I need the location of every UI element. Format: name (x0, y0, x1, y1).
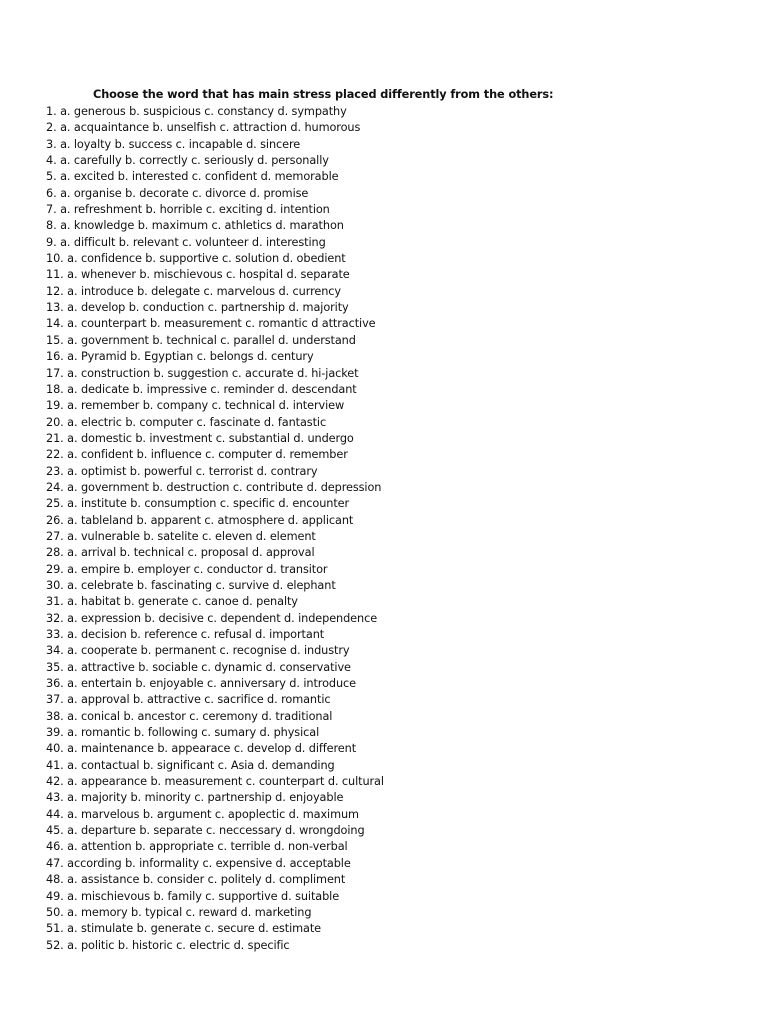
question-item: 4. a. carefully b. correctly c. seriously d. personally (46, 154, 329, 168)
question-item: 19. a. remember b. company c. technical d. interview (46, 399, 345, 413)
question-item: 31. a. habitat b. generate c. canoe d. penalty (46, 595, 298, 609)
question-item: 30. a. celebrate b. fascinating c. survive d. elephant (46, 578, 336, 592)
question-item: 29. a. empire b. employer c. conductor d. transitor (46, 562, 328, 576)
question-item: 12. a. introduce b. delegate c. marvelous d. currency (46, 284, 341, 298)
question-item: 51. a. stimulate b. generate c. secure d. estimate (46, 922, 322, 936)
question-item: 39. a. romantic b. following c. sumary d. physical (46, 726, 320, 740)
question-item: 50. a. memory b. typical c. reward d. marketing (46, 905, 312, 919)
question-item: 7. a. refreshment b. horrible c. exciting d. intention (46, 203, 330, 217)
question-item: 48. a. assistance b. consider c. politely d. compliment (46, 873, 346, 887)
question-item: 42. a. appearance b. measurement c. counterpart d. cultural (46, 775, 384, 789)
question-item: 8. a. knowledge b. maximum c. athletics d. marathon (46, 219, 344, 233)
question-item: 6. a. organise b. decorate c. divorce d. promise (46, 186, 309, 200)
question-item: 44. a. marvelous b. argument c. apoplectic d. maximum (46, 807, 359, 821)
question-item: 13. a. develop b. conduction c. partnership d. majority (46, 301, 349, 315)
question-item: 32. a. expression b. decisive c. dependent d. independence (46, 611, 378, 625)
question-item: 41. a. contactual b. significant c. Asia d. demanding (46, 758, 335, 772)
question-item: 35. a. attractive b. sociable c. dynamic d. conservative (46, 660, 351, 674)
question-item: 27. a. vulnerable b. satelite c. eleven d. element (46, 529, 316, 543)
question-item: 24. a. government b. destruction c. contribute d. depression (46, 480, 382, 494)
question-item: 25. a. institute b. consumption c. specific d. encounter (46, 497, 350, 511)
question-item: 18. a. dedicate b. impressive c. reminder d. descendant (46, 382, 357, 396)
question-item: 17. a. construction b. suggestion c. accurate d. hi-jacket (46, 366, 359, 380)
question-item: 49. a. mischievous b. family c. supportive d. suitable (46, 889, 340, 903)
question-item: 16. a. Pyramid b. Egyptian c. belongs d. century (46, 350, 314, 364)
question-item: 3. a. loyalty b. success c. incapable d. sincere (46, 137, 301, 151)
question-item: 38. a. conical b. ancestor c. ceremony d. traditional (46, 709, 333, 723)
question-item: 47. according b. informality c. expensive d. acceptable (46, 856, 351, 870)
question-item: 36. a. entertain b. enjoyable c. anniversary d. introduce (46, 677, 356, 691)
question-item: 52. a. politic b. historic c. electric d. specific (46, 938, 290, 952)
question-item: 40. a. maintenance b. appearace c. develop d. different (46, 742, 357, 756)
question-item: 28. a. arrival b. technical c. proposal d. approval (46, 546, 315, 560)
question-item: 10. a. confidence b. supportive c. solution d. obedient (46, 252, 346, 266)
question-item: 43. a. majority b. minority c. partnership d. enjoyable (46, 791, 344, 805)
question-item: 21. a. domestic b. investment c. substantial d. undergo (46, 431, 354, 445)
question-item: 5. a. excited b. interested c. confident d. memorable (46, 170, 339, 184)
question-item: 20. a. electric b. computer c. fascinate d. fantastic (46, 415, 327, 429)
question-item: 34. a. cooperate b. permanent c. recognise d. industry (46, 644, 350, 658)
question-item: 1. a. generous b. suspicious c. constancy d. sympathy (46, 105, 347, 118)
question-list (46, 104, 384, 954)
question-item: 23. a. optimist b. powerful c. terrorist d. contrary (46, 464, 318, 478)
question-item: 15. a. government b. technical c. parallel d. understand (46, 333, 356, 347)
question-item: 46. a. attention b. appropriate c. terrible d. non-verbal (46, 840, 348, 854)
instruction-heading: Choose the word that has main stress placed differently from the others: (93, 88, 554, 101)
question-item: 33. a. decision b. reference c. refusal d. important (46, 628, 325, 641)
question-item: 26. a. tableland b. apparent c. atmosphere d. applicant (46, 513, 354, 527)
question-item: 37. a. approval b. attractive c. sacrifice d. romantic (46, 693, 331, 707)
question-item: 22. a. confident b. influence c. computer d. remember (46, 448, 348, 462)
question-item: 2. a. acquaintance b. unselfish c. attraction d. humorous (46, 121, 361, 135)
question-item: 9. a. difficult b. relevant c. volunteer d. interesting (46, 235, 326, 249)
question-item: 45. a. departure b. separate c. neccessary d. wrongdoing (46, 824, 365, 838)
question-item: 11. a. whenever b. mischievous c. hospital d. separate (46, 268, 350, 282)
question-item: 14. a. counterpart b. measurement c. romantic d attractive (46, 317, 376, 331)
